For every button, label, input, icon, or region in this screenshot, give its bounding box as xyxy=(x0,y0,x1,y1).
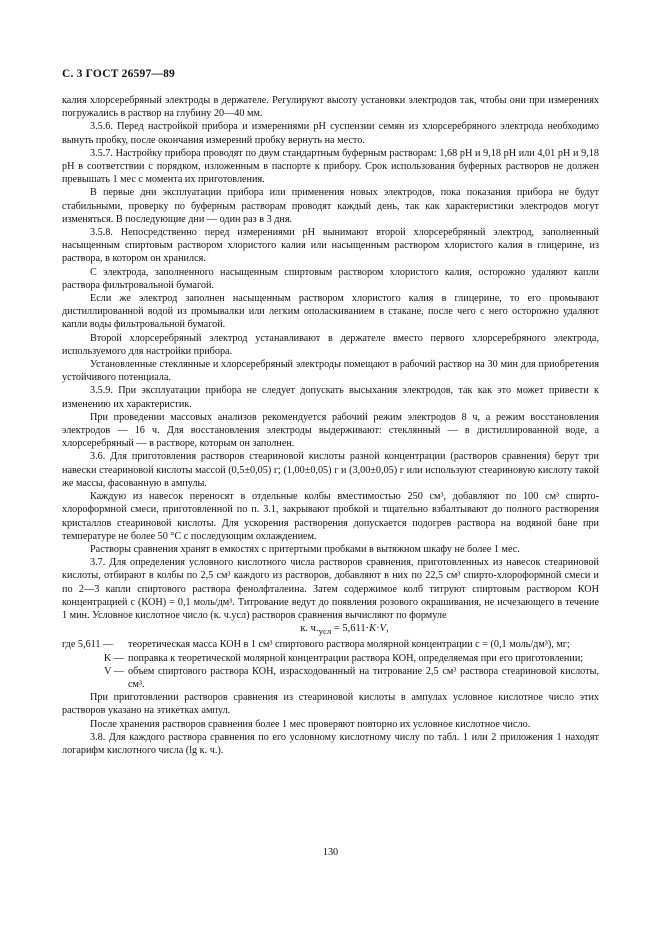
formula-lhs-subscript: усл xyxy=(318,626,332,637)
document-body xyxy=(62,94,599,757)
formula-lhs: к. ч. xyxy=(300,623,319,635)
paragraph: С электрода, заполненного насыщенным спиртовым раствором хлористого калия, осторожно удаляют капли раствора фильтровальной бумагой. xyxy=(62,266,599,291)
paragraph: При приготовлении растворов сравнения из стеариновой кислоты в ампулах условное кислотное число этих растворов указано на этикетках ампул. xyxy=(62,692,599,717)
paragraph: При проведении массовых анализов рекомендуется рабочий режим электродов 8 ч, а режим восстановления электродов — 16 ч. Для восстановления электроды выдерживают: стеклянный — в дистиллированной воде, а хлорсеребряный — в растворе, которым он заполнен. xyxy=(62,411,599,450)
paragraph: 3.8. Для каждого раствора сравнения по его условному кислотному числу по табл. 1 или 2 приложения 1 находят логарифм кислотного числа (lg к. ч.). xyxy=(62,731,599,757)
page-header: С. 3 ГОСТ 26597—89 xyxy=(62,68,175,80)
paragraph: Каждую из навесок переносят в отдельные колбы вместимостью 250 см³, добавляют по 100 см³ спирто-хлороформной смеси, приготовленной по п. 3.1, закрывают пробкой и тщательно взбалтывают до полного растворения кристаллов стеариновой кислоты. Для ускорения растворения допускается подогрев раствора на водяной бане при температуре не более 50 °С с последующим охлаждением. xyxy=(62,491,599,542)
paragraph: 3.5.9. При эксплуатации прибора не следует допускать высыхания электродов, так как это может привести к изменению их характеристик. xyxy=(62,385,599,410)
definition-text: объем спиртового раствора КОН, израсходованный на титрование 2,5 см³ раствора стеариновой кислоты, см³. xyxy=(128,665,599,691)
definition-term: где 5,611 — xyxy=(62,639,114,651)
paragraph: Если же электрод заполнен насыщенным раствором хлористого калия в глицерине, то его промывают дистиллированной водой из промывалки или легким ополаскиванием в стакане, после чего с него осторожно удаляют капли воды фильтровальной бумагой. xyxy=(62,293,599,331)
definition-text: поправка к теоретической молярной концентрации раствора КОН, определяемая при его приготовлении; xyxy=(128,652,584,664)
paragraph: калия хлорсеребряный электроды в держателе. Регулируют высоту установки электродов так, чтобы они при измерениях погружались в раствор на глубину 20—40 мм. xyxy=(62,95,599,120)
paragraph: В первые дни эксплуатации прибора или применения новых электродов, пока показания прибора не будут стабильными, проверку по буферным растворам проводят каждый день, так как характеристики электродов могут изменяться. В последующие дни — один раз в 3 дня. xyxy=(62,187,599,225)
paragraph: 3.5.7. Настройку прибора проводят по двум стандартным буферным растворам: 1,68 pH и 9,18 pH или 4,01 pH и 9,18 pH в соответствии с порядком, изложенным в паспорте к прибору. Срок использования буферных растворов не должен превышать 1 мес с момента их приготовления. xyxy=(62,147,599,186)
paragraph: 3.5.8. Непосредственно перед измерениями pH вынимают второй хлорсеребряный электрод, заполненный насыщенным спиртовым раствором хлористого калия или насыщенным раствором хлористого калия в глицерине, из раствора, в котором он хранился. xyxy=(62,227,599,265)
paragraph: Растворы сравнения хранят в емкостях с притертыми пробками в вытяжном шкафу не более 1 мес. xyxy=(90,543,520,555)
formula-end: , xyxy=(386,623,389,635)
formula-k: K xyxy=(369,623,377,635)
paragraph: 3.6. Для приготовления растворов стеариновой кислоты разной концентрации (растворов сравнения) берут три навески стеариновой кислоты массой (0,5±0,05) г; (1,00±0,05) г и (3,00±0,05) г или используют стеариновую кислоту такой же массы, фасованную в ампулы. xyxy=(62,451,599,489)
paragraph: Второй хлорсеребряный электрод устанавливают в держателе вместо первого хлорсеребряного электрода, используемого для настройки прибора. xyxy=(62,332,599,357)
formula-v: V xyxy=(379,623,387,635)
formula-rhs: = 5,611· xyxy=(333,623,370,635)
definition-term: V — xyxy=(104,665,124,677)
definition-row xyxy=(62,652,599,665)
definition-row xyxy=(62,665,599,691)
paragraph: Установленные стеклянные и хлорсеребряный электроды помещают в рабочий раствор на 30 мин для приобретения устойчивого потенциала. xyxy=(62,359,599,384)
formula-dot: · xyxy=(376,623,380,635)
page-number: 130 xyxy=(322,847,339,858)
paragraph: 3.7. Для определения условного кислотного числа растворов сравнения, приготовленных из навесок стеариновой кислоты, отбирают в колбы по 2,5 см³ каждого из растворов, добавляют в них по 22,5 см³ спирто-хлороформной смеси и по 2—3 капли спиртового раствора фенолфталеина. Затем содержимое колб титруют спиртовым раствором КОН концентрацией с (КОН) = 0,1 моль/дм³. Титрование ведут до появления розового окрашивания, не исчезающего в течение 1 мин. Условное кислотное число (к. ч.усл) растворов сравнения вычисляют по формуле xyxy=(62,557,599,621)
formula-definitions xyxy=(62,638,599,691)
definition-term: K — xyxy=(103,652,124,664)
paragraph: 3.5.6. Перед настройкой прибора и измерениями pH суспензии семян из хлорсеребряного электрода необходимо вынуть пробку, после окончания измерений пробку вернуть на место. xyxy=(62,121,599,146)
definition-row xyxy=(62,638,599,651)
definition-text: теоретическая масса КОН в 1 см³ спиртового раствора молярной концентрации с = (0,1 моль/дм³), мг; xyxy=(128,639,570,651)
formula xyxy=(62,622,599,638)
paragraph: После хранения растворов сравнения более 1 мес проверяют повторно их условное кислотное число. xyxy=(90,718,531,730)
